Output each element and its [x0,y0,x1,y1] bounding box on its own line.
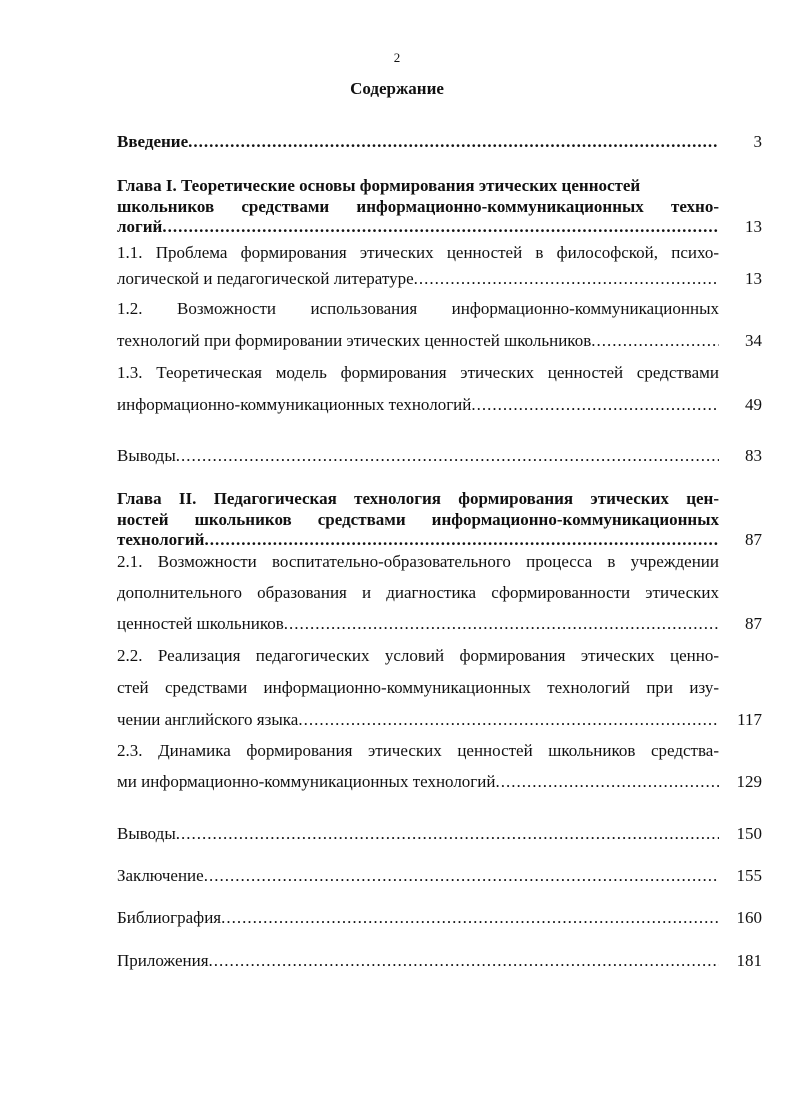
page-number: 2 [393,50,401,65]
toc-entry-label: чении английского языка [117,710,299,729]
leader-dots [162,217,719,237]
toc-entry-conclusions-1[interactable] [117,446,719,466]
leader-dots [221,908,719,928]
toc-page-number: 13 [745,217,762,236]
toc-section-2-1-line[interactable] [117,614,719,634]
leader-dots [284,614,719,634]
toc-page-number: 150 [736,824,762,843]
leader-dots [176,824,719,844]
toc-section-2-2-line[interactable]: стей средствами информационно-коммуникационных технологий при изу- [117,678,719,697]
toc-section-1-2-line[interactable]: 1.2. Возможности использования информационно-коммуникационных [117,299,719,318]
toc-section-1-3-line[interactable] [117,395,719,415]
toc-section-2-3-line[interactable] [117,772,719,792]
toc-entry-appendices[interactable] [117,951,719,971]
toc-page-number: 181 [736,951,762,970]
leader-dots [188,132,719,152]
toc-page-number: 155 [736,866,762,885]
toc-page-number: 34 [745,331,762,350]
toc-chapter-2-line[interactable] [117,530,719,550]
toc-section-2-1-line[interactable]: 2.1. Возможности воспитательно-образовательного процесса в учреждении [117,552,719,571]
toc-section-2-2-line[interactable]: 2.2. Реализация педагогических условий формирования этических ценно- [117,646,719,665]
leader-dots [176,446,719,466]
leader-dots [414,269,719,289]
toc-entry-conclusion[interactable] [117,866,719,886]
toc-page-number: 117 [737,710,762,729]
toc-page-number: 160 [736,908,762,927]
toc-page-number: 49 [745,395,762,414]
toc-chapter-1-line[interactable] [117,217,719,237]
toc-page-number: 129 [736,772,762,791]
leader-dots [471,395,719,415]
toc-section-1-3-line[interactable]: 1.3. Теоретическая модель формирования этических ценностей средствами [117,363,719,382]
leader-dots [298,710,719,730]
toc-section-2-2-line[interactable] [117,710,719,730]
toc-entry-label: Выводы [117,446,176,465]
toc-chapter-2-line[interactable]: Глава II. Педагогическая технология формирования этических цен- [117,489,719,508]
toc-entry-intro[interactable] [117,132,719,152]
toc-entry-label: информационно-коммуникационных технологий [117,395,472,414]
toc-entry-label: ценностей школьников [117,614,284,633]
toc-chapter-1-line[interactable]: Глава I. Теоретические основы формирования этических ценностей [117,176,641,195]
toc-entry-conclusions-2[interactable] [117,824,719,844]
toc-page-number: 83 [745,446,762,465]
leader-dots [204,866,719,886]
toc-entry-label: Заключение [117,866,204,885]
toc-section-1-1-line[interactable]: 1.1. Проблема формирования этических ценностей в философской, психо- [117,243,719,262]
toc-entry-label: Введение [117,132,189,151]
toc-entry-label: логий [117,217,163,236]
toc-entry-label: технологий при формировании этических ценностей школьников [117,331,592,350]
leader-dots [495,772,719,792]
toc-page-number: 13 [745,269,762,288]
toc-section-2-3-line[interactable]: 2.3. Динамика формирования этических ценностей школьников средства- [117,741,719,760]
leader-dots [591,331,719,351]
toc-entry-label: Выводы [117,824,176,843]
toc-entry-bibliography[interactable] [117,908,719,928]
toc-entry-label: Приложения [117,951,209,970]
toc-section-1-2-line[interactable] [117,331,719,351]
leader-dots [204,530,719,550]
toc-page-number: 87 [745,530,762,549]
toc-entry-label: технологий [117,530,205,549]
toc-chapter-1-line[interactable]: школьников средствами информационно-коммуникационных техно- [117,197,719,216]
toc-entry-label: логической и педагогической литературе [117,269,414,288]
toc-entry-label: ми информационно-коммуникационных технологий [117,772,496,791]
toc-entry-label: Библиография [117,908,222,927]
toc-chapter-2-line[interactable]: ностей школьников средствами информационно-коммуникационных [117,510,719,529]
toc-page-number: 3 [753,132,762,151]
toc-section-2-1-line[interactable]: дополнительного образования и диагностика сформированности этических [117,583,719,602]
toc-page-number: 87 [745,614,762,633]
page-title: Содержание [350,79,444,98]
leader-dots [209,951,719,971]
toc-section-1-1-line[interactable] [117,269,719,289]
